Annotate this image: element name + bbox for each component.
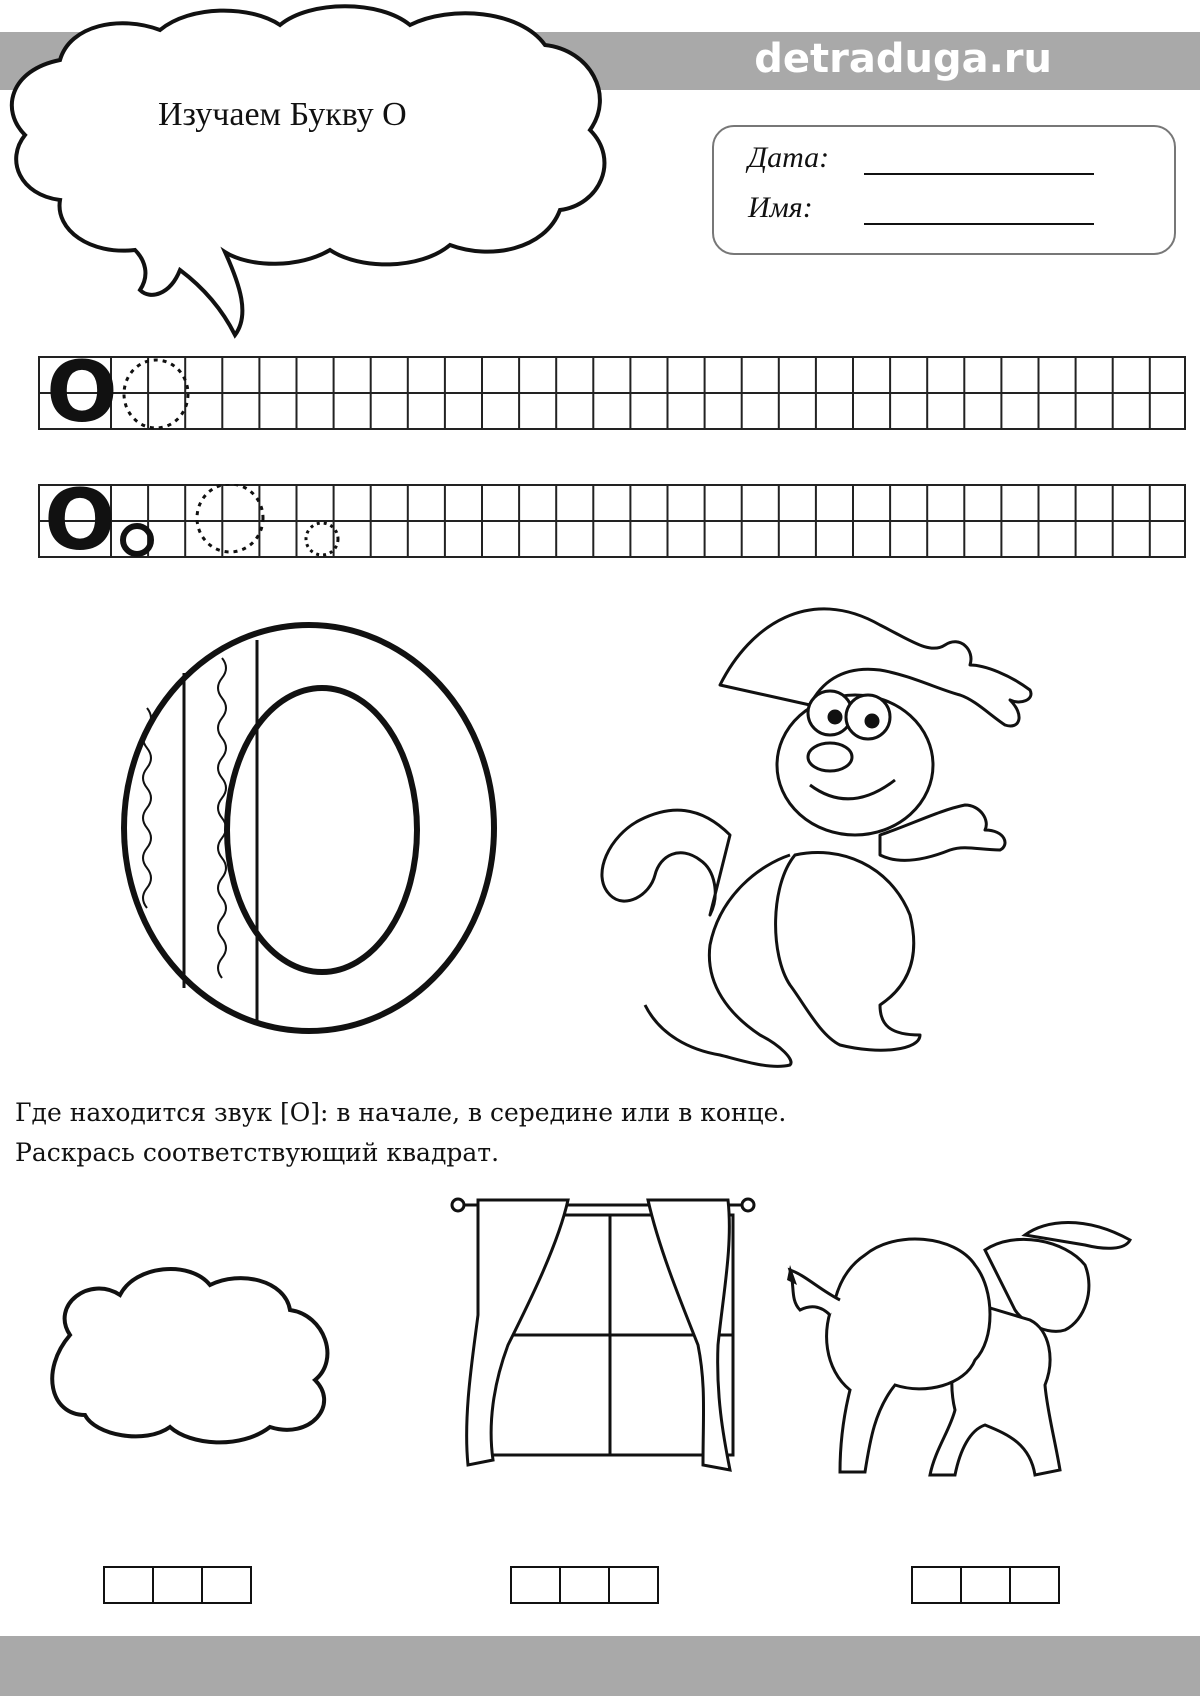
date-line[interactable] <box>864 173 1094 175</box>
letter-o-lower <box>123 526 151 554</box>
answer-boxes-cloud <box>103 1566 252 1604</box>
name-label: Имя: <box>748 191 813 224</box>
cloud-picture-icon <box>40 1255 340 1450</box>
answer-box-middle[interactable] <box>960 1566 1011 1604</box>
window-with-curtains-picture-icon <box>448 1185 763 1485</box>
info-box <box>712 125 1176 255</box>
worksheet-title: Изучаем Букву О <box>158 96 407 133</box>
instruction-line-2: Раскрась соответствующий квадрат. <box>15 1138 500 1167</box>
footer-bar <box>0 1636 1200 1696</box>
name-line[interactable] <box>864 223 1094 225</box>
answer-boxes-donkey <box>911 1566 1060 1604</box>
tracing-row-2 <box>38 484 1188 559</box>
letter-O-upper: О <box>44 484 116 559</box>
big-letter-O-coloring <box>112 618 512 1038</box>
letter-O-upper-dotted <box>197 484 263 552</box>
answer-box-middle[interactable] <box>559 1566 610 1604</box>
answer-box-start[interactable] <box>103 1566 154 1604</box>
answer-box-end[interactable] <box>201 1566 252 1604</box>
tracing-row-1 <box>38 356 1188 431</box>
instruction-line-1: Где находится звук [О]: в начале, в середине или в конце. <box>15 1098 787 1127</box>
speech-cloud-icon <box>0 0 660 345</box>
monkey-picture-icon <box>580 565 1100 1075</box>
answer-box-start[interactable] <box>911 1566 962 1604</box>
letter-O-solid: О <box>46 356 118 431</box>
answer-box-start[interactable] <box>510 1566 561 1604</box>
answer-box-end[interactable] <box>608 1566 659 1604</box>
date-label: Дата: <box>748 141 830 174</box>
answer-box-end[interactable] <box>1009 1566 1060 1604</box>
answer-boxes-window <box>510 1566 659 1604</box>
answer-box-middle[interactable] <box>152 1566 203 1604</box>
site-name: detraduga.ru <box>754 36 1052 82</box>
donkey-picture-icon <box>785 1210 1175 1485</box>
